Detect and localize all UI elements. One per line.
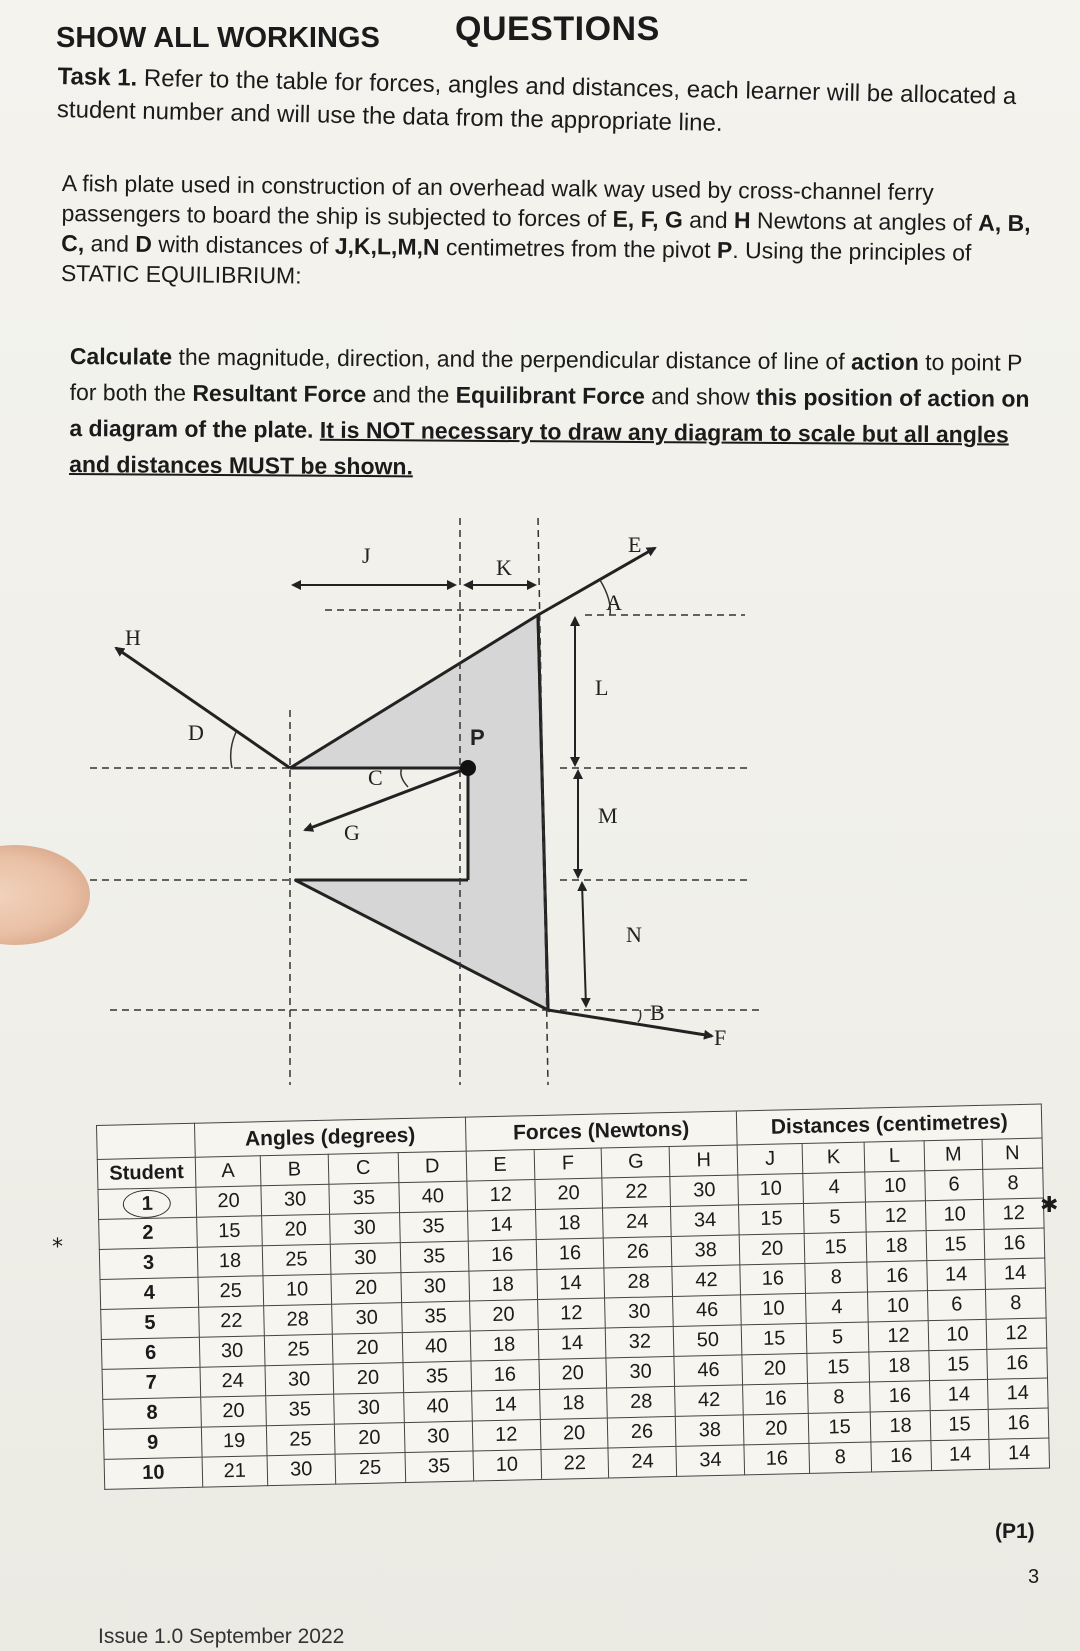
table-cell-h: 46 — [674, 1355, 743, 1387]
force-f-arrow — [548, 1010, 712, 1036]
table-cell-h: 42 — [672, 1265, 741, 1297]
col-g: G — [602, 1146, 671, 1178]
table-cell-k: 15 — [807, 1352, 870, 1383]
table-cell-d: 35 — [405, 1451, 474, 1483]
table-cell-e: 18 — [470, 1330, 539, 1362]
label-g: G — [344, 820, 360, 845]
col-c: C — [328, 1153, 399, 1185]
table-cell-l: 16 — [867, 1261, 928, 1292]
group-forces: Forces (Newtons) — [465, 1111, 737, 1151]
page-number: 3 — [1028, 1566, 1040, 1588]
table-cell-f: 14 — [536, 1268, 605, 1300]
calc-bold-2: action — [850, 348, 919, 375]
task-1-instructions — [57, 60, 1038, 147]
calc-bold-4: Equilibrant Force — [455, 381, 645, 410]
table-cell-e: 16 — [471, 1360, 540, 1392]
show-all-workings-heading: SHOW ALL WORKINGS — [56, 22, 380, 54]
table-cell-m: 15 — [930, 1409, 989, 1440]
table-cell-d: 35 — [400, 1241, 469, 1273]
table-cell-f: 18 — [535, 1208, 604, 1240]
angle-arcs — [231, 580, 641, 1022]
desc-angle-d: D — [135, 230, 153, 257]
table-cell-b: 30 — [267, 1454, 336, 1486]
table-cell-c: 20 — [333, 1363, 404, 1395]
table-cell-n: 12 — [986, 1318, 1047, 1349]
table-cell-m: 6 — [925, 1169, 984, 1200]
col-j: J — [737, 1143, 803, 1174]
table-cell-n: 14 — [989, 1438, 1050, 1469]
table-cell-m: 14 — [927, 1259, 986, 1290]
table-cell-a: 19 — [201, 1426, 267, 1457]
table-cell-d: 40 — [403, 1391, 472, 1423]
table-cell-f: 22 — [540, 1448, 609, 1480]
table-cell-n: 14 — [985, 1258, 1046, 1289]
desc-text-5: . Using the principles of STATIC EQUILIBRIUM: — [60, 237, 972, 289]
table-cell-b: 30 — [261, 1184, 330, 1216]
task-1-text: Refer to the table for forces, angles and distances, each learner will be allocated a student number and will use the data from the appropriate line. — [56, 64, 1017, 137]
desc-text-4: centimetres from the pivot — [439, 233, 718, 263]
table-cell-h: 34 — [671, 1205, 740, 1237]
table-cell-d: 40 — [399, 1181, 468, 1213]
label-m: M — [598, 803, 618, 828]
table-cell-e: 14 — [471, 1390, 540, 1422]
table-cell-g: 22 — [602, 1176, 671, 1208]
table-cell-c: 30 — [330, 1243, 401, 1275]
table-cell-a: 20 — [201, 1396, 267, 1427]
table-cell-a: 18 — [197, 1246, 263, 1277]
desc-text-1: A fish plate used in construction of an overhead walk way used by cross-channel ferry passengers to board the ship is subjected to forces of — [61, 169, 934, 232]
table-corner — [97, 1123, 196, 1159]
group-angles: Angles (degrees) — [194, 1117, 465, 1157]
p1-label: (P1) — [995, 1520, 1035, 1543]
student-header: Student — [97, 1157, 196, 1189]
table-cell-m: 10 — [925, 1199, 984, 1230]
table-cell-m: 14 — [930, 1379, 989, 1410]
table-cell-k: 5 — [806, 1322, 869, 1353]
table-cell-l: 18 — [870, 1411, 931, 1442]
table-cell-c: 25 — [335, 1453, 406, 1485]
issue-footer: Issue 1.0 September 2022 — [98, 1625, 345, 1648]
student-number-cell — [98, 1187, 197, 1219]
table-cell-n: 14 — [987, 1378, 1048, 1409]
table-cell-a: 15 — [197, 1216, 263, 1247]
table-cell-g: 32 — [606, 1326, 675, 1358]
table-cell-d: 35 — [401, 1301, 470, 1333]
force-h-arrow — [116, 648, 290, 768]
table-cell-b: 25 — [264, 1334, 333, 1366]
table-cell-g: 24 — [608, 1446, 677, 1478]
table-cell-h: 42 — [675, 1385, 744, 1417]
col-f: F — [534, 1148, 603, 1180]
col-m: M — [924, 1139, 983, 1170]
table-cell-g: 28 — [607, 1386, 676, 1418]
calculation-instructions — [69, 338, 1030, 489]
table-cell-c: 20 — [334, 1423, 405, 1455]
task-1-label: Task 1. — [57, 62, 138, 92]
table-cell-k: 4 — [803, 1172, 866, 1203]
table-cell-c: 20 — [332, 1333, 403, 1365]
table-body — [98, 1168, 1050, 1489]
table-cell-g: 30 — [606, 1356, 675, 1388]
table-cell-e: 12 — [472, 1420, 541, 1452]
table-cell-j: 10 — [741, 1293, 807, 1324]
table-cell-h: 38 — [676, 1415, 745, 1447]
desc-distances: J,K,L,M,N — [334, 232, 440, 260]
calc-bold-1: Calculate — [69, 342, 173, 370]
table-cell-j: 10 — [738, 1173, 804, 1204]
table-cell-j: 16 — [743, 1383, 809, 1414]
table-cell-g: 26 — [608, 1416, 677, 1448]
table-cell-e: 18 — [469, 1270, 538, 1302]
table-cell-l: 10 — [865, 1171, 926, 1202]
table-cell-h: 30 — [670, 1175, 739, 1207]
pivot-point — [460, 760, 476, 776]
data-table — [96, 1104, 1050, 1490]
label-k: K — [496, 555, 512, 580]
label-b: B — [650, 1000, 665, 1025]
student-number-cell: 4 — [100, 1277, 199, 1309]
desc-pivot: P — [716, 236, 733, 264]
table-cell-k: 8 — [808, 1382, 871, 1413]
table-cell-h: 34 — [676, 1445, 745, 1477]
table-cell-b: 30 — [265, 1364, 334, 1396]
table-cell-b: 10 — [263, 1274, 332, 1306]
force-g-arrow — [305, 768, 468, 830]
table-cell-l: 12 — [868, 1321, 929, 1352]
questions-heading: QUESTIONS — [455, 10, 660, 48]
table-cell-f: 20 — [538, 1358, 607, 1390]
table-cell-n: 12 — [983, 1198, 1044, 1229]
table-cell-a: 24 — [200, 1366, 266, 1397]
col-h: H — [669, 1145, 738, 1177]
calc-bold-5: this position of action on a diagram of the plate. — [69, 383, 1030, 443]
table-cell-a: 22 — [199, 1306, 265, 1337]
table-cell-e: 20 — [469, 1300, 538, 1332]
label-a: A — [606, 590, 622, 615]
table-cell-a: 25 — [198, 1276, 264, 1307]
student-number-cell: 7 — [102, 1367, 201, 1399]
group-distances: Distances (centimetres) — [737, 1104, 1042, 1145]
calc-underlined-note: It is NOT necessary to draw any diagram to scale but all angles and distances MUST be shown. — [69, 416, 1009, 480]
table-cell-k: 8 — [805, 1262, 868, 1293]
calc-text-4: and show — [644, 383, 757, 410]
table-cell-a: 21 — [202, 1456, 268, 1487]
table-cell-g: 24 — [603, 1206, 672, 1238]
student-number-cell: 5 — [101, 1307, 200, 1339]
label-f: F — [714, 1025, 727, 1050]
table-cell-e: 12 — [466, 1180, 535, 1212]
table-cell-j: 20 — [742, 1353, 808, 1384]
force-e-arrow — [538, 548, 655, 615]
student-number-cell: 9 — [103, 1427, 202, 1459]
data-table-wrapper — [96, 1104, 1051, 1545]
table-cell-a: 30 — [199, 1336, 265, 1367]
col-k: K — [802, 1142, 865, 1173]
table-cell-j: 15 — [739, 1203, 805, 1234]
table-cell-h: 46 — [673, 1295, 742, 1327]
label-j: J — [362, 543, 371, 568]
col-a: A — [195, 1156, 261, 1187]
table-cell-h: 50 — [674, 1325, 743, 1357]
table-cell-a: 20 — [196, 1186, 262, 1217]
table-cell-j: 15 — [741, 1323, 807, 1354]
desc-force-h: H — [733, 207, 751, 234]
table-cell-m: 6 — [927, 1289, 986, 1320]
table-cell-d: 35 — [403, 1361, 472, 1393]
table-cell-l: 18 — [866, 1231, 927, 1262]
table-cell-k: 8 — [809, 1442, 872, 1473]
table-cell-l: 18 — [869, 1351, 930, 1382]
table-cell-f: 14 — [538, 1328, 607, 1360]
calc-text-1: the magnitude, direction, and the perpendicular distance of line of — [172, 343, 852, 375]
plate-shape — [290, 615, 548, 1010]
calc-text-3: and the — [366, 381, 456, 408]
col-l: L — [864, 1141, 925, 1172]
table-cell-j: 16 — [740, 1263, 806, 1294]
calc-text-2: to point P for both the — [69, 348, 1023, 406]
table-cell-g: 28 — [604, 1266, 673, 1298]
table-cell-n: 8 — [985, 1288, 1046, 1319]
col-e: E — [466, 1150, 535, 1182]
table-cell-e: 10 — [473, 1449, 542, 1481]
student-number-cell: 10 — [104, 1457, 203, 1489]
table-cell-c: 30 — [331, 1303, 402, 1335]
label-d: D — [188, 720, 204, 745]
table-cell-d: 40 — [402, 1331, 471, 1363]
desc-forces: E, F, G — [612, 205, 683, 233]
calc-bold-3: Resultant Force — [192, 379, 367, 408]
table-cell-n: 16 — [987, 1348, 1048, 1379]
table-cell-f: 20 — [534, 1178, 603, 1210]
label-c: C — [368, 765, 383, 790]
col-b: B — [260, 1154, 329, 1186]
table-cell-m: 15 — [929, 1349, 988, 1380]
table-cell-k: 5 — [804, 1202, 867, 1233]
table-cell-g: 26 — [604, 1236, 673, 1268]
table-cell-c: 30 — [333, 1393, 404, 1425]
label-p: P — [470, 725, 485, 750]
table-cell-n: 16 — [984, 1228, 1045, 1259]
table-cell-j: 20 — [743, 1413, 809, 1444]
student-number-cell: 8 — [103, 1397, 202, 1429]
asterisk-mark-right: ✱ — [1040, 1192, 1059, 1217]
label-e: E — [628, 532, 642, 557]
table-cell-f: 16 — [536, 1238, 605, 1270]
table-cell-f: 12 — [537, 1298, 606, 1330]
student-number-cell: 6 — [101, 1337, 200, 1369]
table-cell-c: 20 — [331, 1273, 402, 1305]
table-cell-c: 35 — [329, 1183, 400, 1215]
table-cell-f: 18 — [539, 1388, 608, 1420]
table-cell-d: 30 — [401, 1271, 470, 1303]
table-cell-e: 16 — [468, 1240, 537, 1272]
desc-angles: A, B, C, — [61, 209, 1031, 257]
table-cell-b: 25 — [262, 1244, 331, 1276]
table-cell-k: 15 — [808, 1412, 871, 1443]
label-l: L — [595, 675, 609, 700]
table-cell-c: 30 — [329, 1213, 400, 1245]
table-cell-g: 30 — [605, 1296, 674, 1328]
table-cell-k: 15 — [804, 1232, 867, 1263]
desc-text-2: Newtons at angles of — [750, 207, 979, 236]
label-h: H — [125, 625, 141, 650]
table-cell-j: 16 — [744, 1443, 810, 1474]
table-cell-l: 10 — [868, 1291, 929, 1322]
fish-plate-diagram — [0, 500, 800, 1100]
table-cell-j: 20 — [739, 1233, 805, 1264]
table-cell-m: 15 — [926, 1229, 985, 1260]
table-cell-b: 28 — [264, 1304, 333, 1336]
table-cell-n: 8 — [983, 1168, 1044, 1199]
table-cell-b: 25 — [266, 1424, 335, 1456]
table-cell-l: 12 — [866, 1201, 927, 1232]
table-cell-b: 20 — [261, 1214, 330, 1246]
asterisk-mark-left: ⁎ — [52, 1227, 63, 1252]
desc-and-1: and — [682, 206, 735, 234]
problem-description — [61, 168, 1032, 298]
table-cell-l: 16 — [871, 1441, 932, 1472]
table-cell-f: 20 — [540, 1418, 609, 1450]
desc-and-2: and — [84, 230, 136, 257]
col-n: N — [982, 1138, 1043, 1169]
force-arrows — [116, 548, 712, 1036]
table-cell-d: 35 — [399, 1211, 468, 1243]
table-cell-k: 4 — [806, 1292, 869, 1323]
student-number-cell: 3 — [99, 1247, 198, 1279]
col-d: D — [398, 1151, 467, 1183]
circled-student-number: 1 — [123, 1189, 172, 1218]
table-cell-e: 14 — [467, 1210, 536, 1242]
desc-text-3: with distances of — [151, 230, 335, 259]
table-cell-b: 35 — [266, 1394, 335, 1426]
table-cell-d: 30 — [404, 1421, 473, 1453]
table-cell-l: 16 — [870, 1381, 931, 1412]
table-cell-h: 38 — [671, 1235, 740, 1267]
student-number-cell: 2 — [99, 1217, 198, 1249]
table-cell-m: 10 — [928, 1319, 987, 1350]
label-n: N — [626, 922, 642, 947]
table-cell-n: 16 — [988, 1408, 1049, 1439]
table-cell-m: 14 — [931, 1439, 990, 1470]
